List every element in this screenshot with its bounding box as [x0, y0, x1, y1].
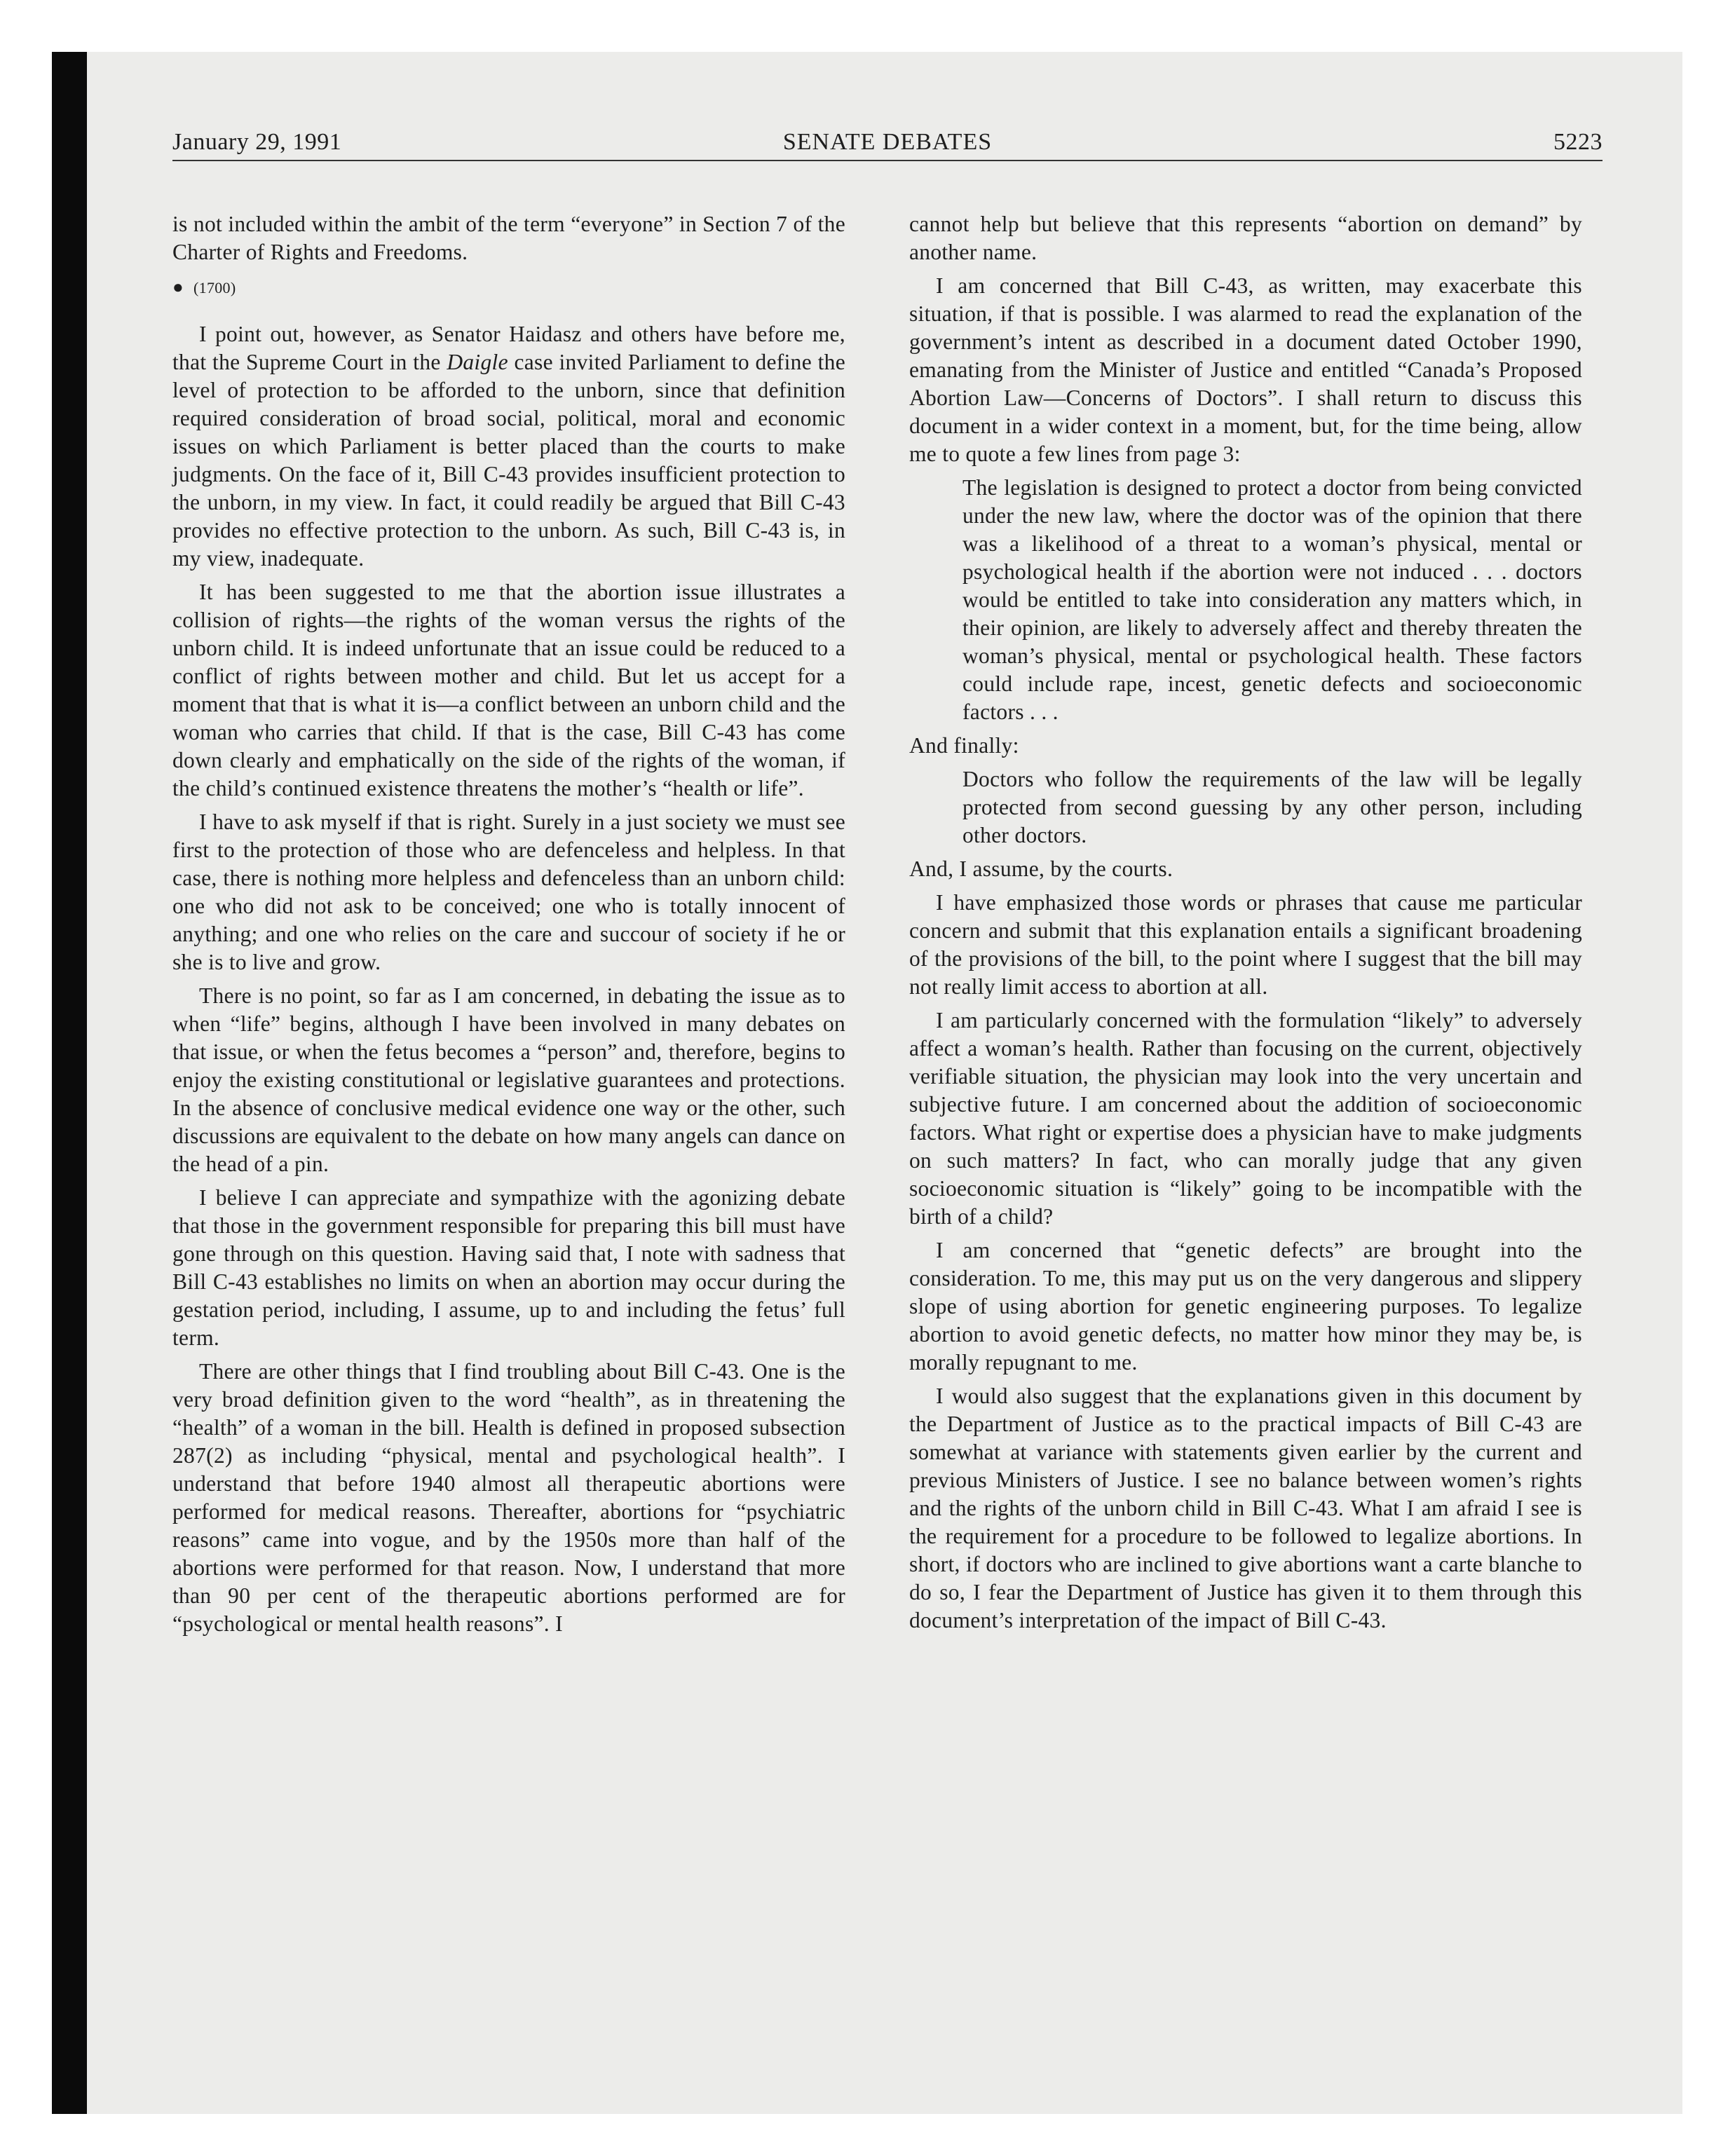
block-quote: Doctors who follow the requirements of the law will be legally protected from second guessing by any other person, including other doctors.	[962, 767, 1582, 847]
paragraph	[172, 320, 845, 573]
bullet-icon: ●	[172, 277, 184, 297]
paragraph: I am particularly concerned with the formulation “likely” to adversely affect a woman’s health. Rather than focusing on the current, objectively verifiable situation, the physician may look into the very uncertain and subjective future. I am concerned about the addition of socioeconomic factors. What right or expertise does a physician have to make judgments on such matters? In fact, who can morally judge that any given socioeconomic situation is “likely” going to be incompatible with the birth of a child?	[909, 1008, 1582, 1229]
timestamp-marker	[172, 273, 845, 302]
paragraph: There is no point, so far as I am concerned, in debating the issue as to when “life” begins, although I have been involved in many debates on that issue, or when the fetus becomes a “person” and, therefore, begins to enjoy the existing constitutional or legislative guarantees and protections. In the absence of conclusive medical evidence one way or the other, such discussions are equivalent to the debate on how many angels can dance on the head of a pin.	[172, 983, 845, 1176]
right-column	[909, 210, 1582, 1640]
paragraph: I am concerned that “genetic defects” are brought into the consideration. To me, this may put us on the very dangerous and slippery slope of using abortion for genetic engineering purposes. To legalize abortion to avoid genetic defects, no matter how minor they may be, is morally repugnant to me.	[909, 1238, 1582, 1374]
paragraph: I believe I can appreciate and sympathize with the agonizing debate that those in the government responsible for preparing this bill must have gone through on this question. Having said that, I note with sadness that Bill C-43 establishes no limits on when an abortion may occur during the gestation period, including, I assume, up to and including the fetus’ full term.	[172, 1185, 845, 1350]
paragraph: There are other things that I find troubling about Bill C-43. One is the very broad definition given to the word “health”, as in threatening the “health” of a woman in the bill. Health is defined in proposed subsection 287(2) as including “physical, mental and psychological health”. I understand that before 1940 almost all therapeutic abortions were performed for medical reasons. Thereafter, abortions for “psychiatric reasons” came into vogue, and by the 1950s more than half of the abortions were performed for that reason. Now, I understand that more than 90 per cent of the therapeutic abortions performed are for “psychological or mental health reasons”. I	[172, 1359, 845, 1636]
paragraph: I have emphasized those words or phrases that cause me particular concern and submit that this explanation entails a significant broadening of the provisions of the bill, to the point where I suggest that the bill may not really limit access to abortion at all.	[909, 890, 1582, 999]
header-title: SENATE DEBATES	[782, 129, 993, 155]
paragraph: is not included within the ambit of the term “everyone” in Section 7 of the Charter of Rights and Freedoms.	[172, 212, 845, 264]
paragraph-text: case invited Parliament to define the level of protection to be afforded to the unborn, since that definition required consideration of broad social, political, moral and economic issues on which Parliament is better placed than the courts to make judgments. On the face of it, Bill C-43 provides insufficient protection to the unborn, in my view. In fact, it could readily be argued that Bill C-43 provides no effective protection to the unborn. As such, Bill C-43 is, in my view, inadequate.	[172, 350, 845, 571]
paragraph: And finally:	[909, 733, 1019, 758]
left-column	[172, 210, 845, 1644]
header-page-number: 5223	[1553, 129, 1603, 155]
scan-binding-edge	[52, 52, 87, 2114]
case-name: Daigle	[447, 350, 508, 374]
block-quote: The legislation is designed to protect a doctor from being convicted under the new law, where the doctor was of the opinion that there was a likelihood of a threat to a woman’s physical, mental or psychological health if the abortion were not induced . . . doctors would be entitled to take into consideration any matters which, in their opinion, are likely to adversely affect and thereby threaten the woman’s physical, mental or psychological health. These factors could include rape, incest, genetic defects and socioeconomic factors . . .	[962, 475, 1582, 724]
page-header	[172, 123, 1603, 161]
paragraph: And, I assume, by the courts.	[909, 857, 1173, 881]
paragraph-text: I point out, however, as Senator Haidasz and others have before me, that the Supreme Court in the	[172, 322, 845, 374]
paragraph: I would also suggest that the explanations given in this document by the Department of Justice as to the practical impacts of Bill C-43 are somewhat at variance with statements given earlier by the current and previous Ministers of Justice. I see no balance between women’s rights and the rights of the unborn child in Bill C-43. What I am afraid I see is the requirement for a procedure to be followed to legalize abortions. In short, if doctors who are inclined to give abortions want a carte blanche to do so, I fear the Department of Justice has given it to them through this document’s interpretation of the impact of Bill C-43.	[909, 1384, 1582, 1632]
header-date: January 29, 1991	[172, 129, 342, 155]
paragraph: I am concerned that Bill C-43, as written, may exacerbate this situation, if that is possible. I was alarmed to read the explanation of the government’s intent as described in a document dated October 1990, emanating from the Minister of Justice and entitled “Canada’s Proposed Abortion Law—Concerns of Doctors”. I shall return to discuss this document in a wider context in a moment, but, for the time being, allow me to quote a few lines from page 3:	[909, 273, 1582, 466]
timestamp: (1700)	[193, 279, 236, 296]
paragraph: It has been suggested to me that the abortion issue illustrates a collision of rights—the rights of the woman versus the rights of the unborn child. It is indeed unfortunate that an issue could be reduced to a conflict of rights between mother and child. But let us accept for a moment that that is what it is—a conflict between an unborn child and the woman who carries that child. If that is the case, Bill C-43 has come down clearly and emphatically on the side of the rights of the woman, if the child’s continued existence threatens the mother’s “health or life”.	[172, 580, 845, 800]
paragraph: cannot help but believe that this represents “abortion on demand” by another name.	[909, 212, 1582, 264]
paragraph: I have to ask myself if that is right. Surely in a just society we must see first to the protection of those who are defenceless and helpless. In that case, there is nothing more helpless and defenceless than an unborn child: one who did not ask to be conceived; one who is totally innocent of anything; and one who relies on the care and succour of society if he or she is to live and grow.	[172, 810, 845, 974]
